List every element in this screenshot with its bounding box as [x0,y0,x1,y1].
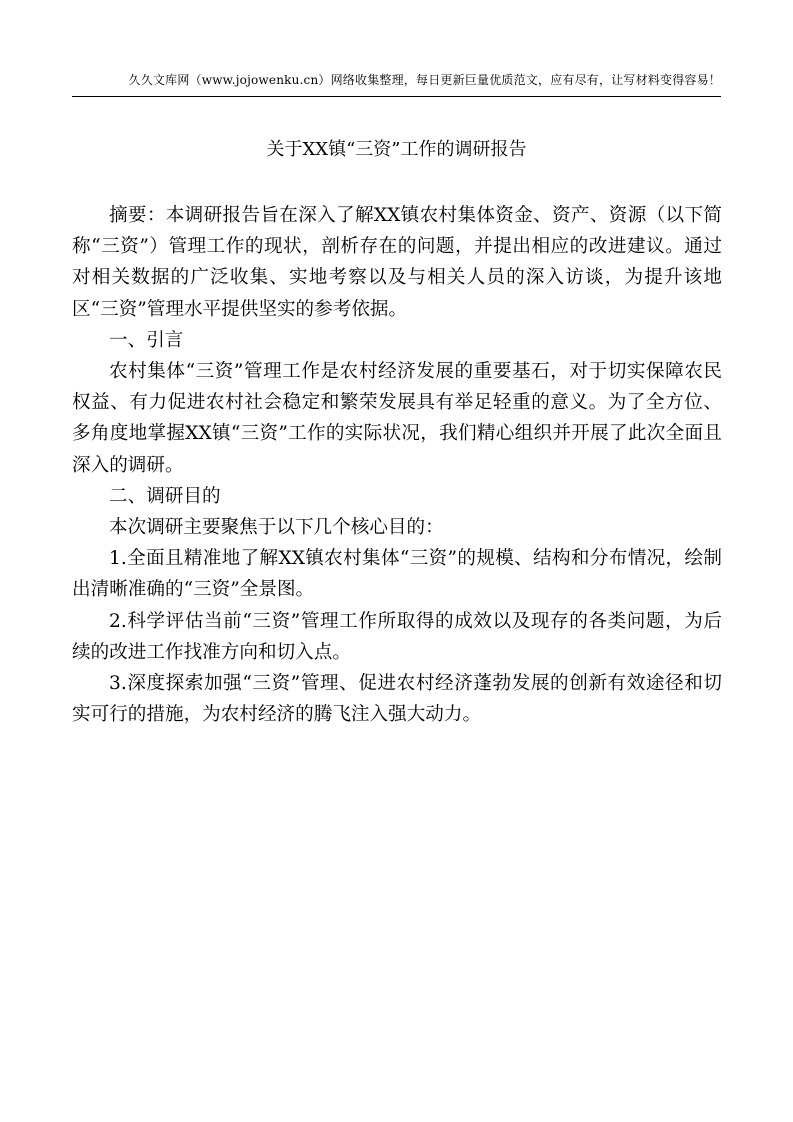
abstract-paragraph: 摘要：本调研报告旨在深入了解XX镇农村集体资金、资产、资源（以下简称“三资”）管理工作的现状，剖析存在的问题，并提出相应的改进建议。通过对相关数据的广泛收集、实地考察以及与相关人员的深入访谈，为提升该地区“三资”管理水平提供坚实的参考依据。 [72,205,722,320]
section-heading-purpose: 二、调研目的 [109,485,221,507]
document-title: 关于XX镇“三资”工作的调研报告 [266,139,527,160]
section-heading-introduction: 一、引言 [109,329,184,351]
purpose-item-3: 3.深度探索加强“三资”管理、促进农村经济蓬勃发展的创新有效途径和切实可行的措施，为农村经济的腾飞注入强大动力。 [72,673,722,726]
introduction-paragraph: 农村集体“三资”管理工作是农村经济发展的重要基石，对于切实保障农民权益、有力促进农村社会稳定和繁荣发展具有举足轻重的意义。为了全方位、多角度地掌握XX镇“三资”工作的实际状况，我们精心组织并开展了此次全面且深入的调研。 [72,361,722,476]
purpose-intro-paragraph: 本次调研主要聚焦于以下几个核心目的： [109,517,444,539]
purpose-item-1: 1.全面且精准地了解XX镇农村集体“三资”的规模、结构和分布情况，绘制出清晰准确的“三资”全景图。 [72,548,722,601]
document-body [72,200,722,730]
page-header: 久久文库网（www.jojowenku.cn）网络收集整理，每日更新巨量优质范文，应有尽有，让写材料变得容易！ [72,72,721,97]
purpose-item-2: 2.科学评估当前“三资”管理工作所取得的成效以及现存的各类问题，为后续的改进工作找准方向和切入点。 [72,610,722,663]
